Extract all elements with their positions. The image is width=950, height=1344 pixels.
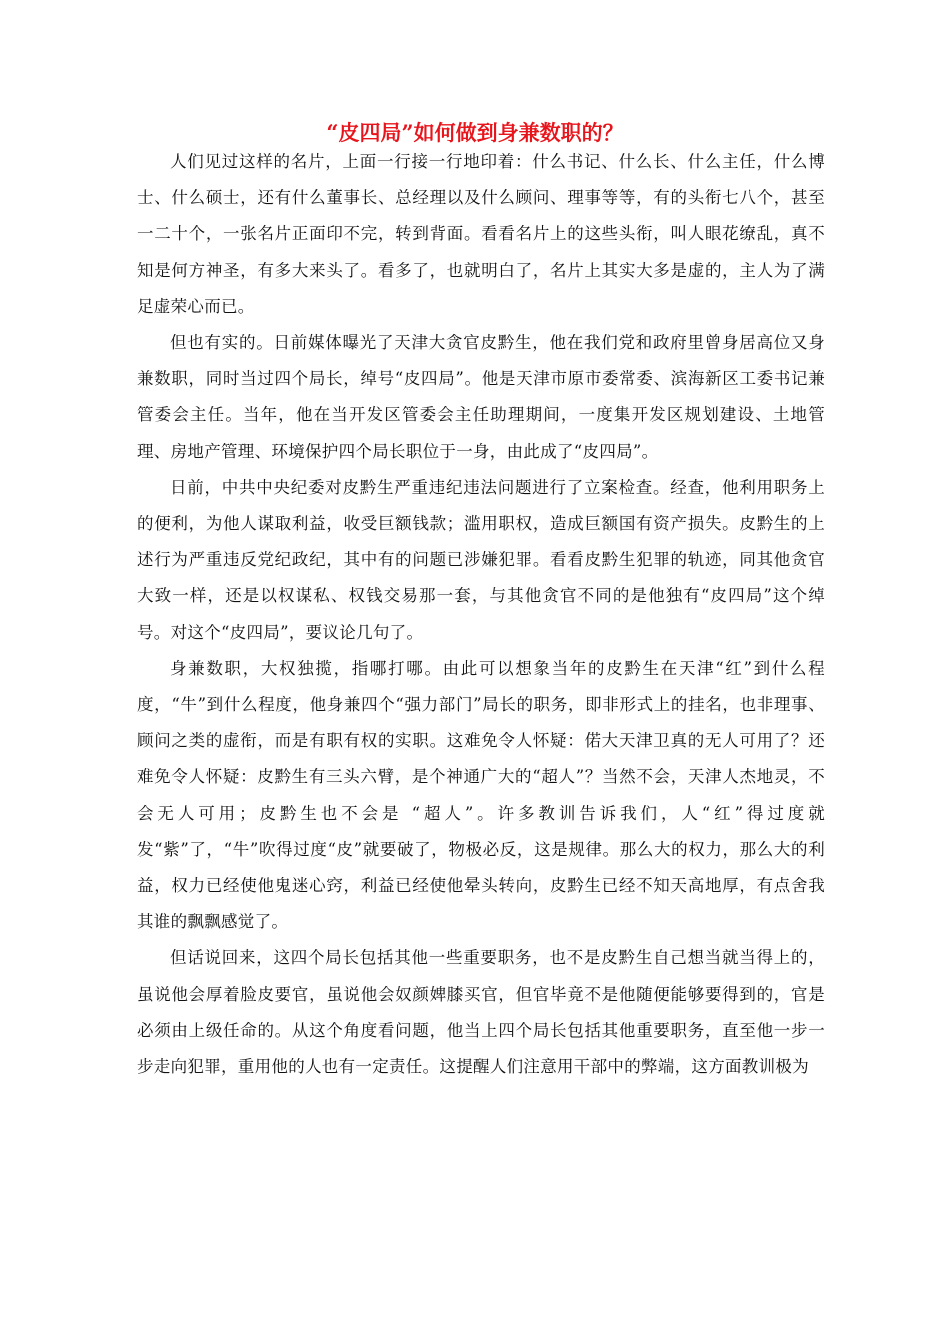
- document-body: [137, 144, 825, 1085]
- document-title: “皮四局”如何做到身兼数职的？: [326, 120, 624, 145]
- paragraph: 人们见过这样的名片，上面一行接一行地印着：什么书记、什么长、什么主任，什么博士、什么硕士，还有什么董事长、总经理以及什么顾问、理事等等，有的头衔七八个，甚至一二十个，一张名片正面印不完，转到背面。看看名片上的这些头衔，叫人眼花缭乱，真不知是何方神圣，有多大来头了。看多了，也就明白了，名片上其实大多是虚的，主人为了满足虚荣心而已。: [137, 152, 825, 316]
- paragraph: 但也有实的。日前媒体曝光了天津大贪官皮黔生，他在我们党和政府里曾身居高位又身兼数职，同时当过四个局长，绰号“皮四局”。他是天津市原市委常委、滨海新区工委书记兼管委会主任。当年，他在当开发区管委会主任助理期间，一度集开发区规划建设、土地管理、房地产管理、环境保护四个局长职位于一身，由此成了“皮四局”。: [137, 333, 825, 461]
- paragraph: 日前，中共中央纪委对皮黔生严重违纪违法问题进行了立案检查。经查，他利用职务上的便利，为他人谋取利益，收受巨额钱款；滥用职权，造成巨额国有资产损失。皮黔生的上述行为严重违反党纪政纪，其中有的问题已涉嫌犯罪。看看皮黔生犯罪的轨迹，同其他贪官大致一样，还是以权谋私、权钱交易那一套，与其他贪官不同的是他独有“皮四局”这个绰号。对这个“皮四局”，要议论几句了。: [137, 477, 825, 642]
- paragraph: 但话说回来，这四个局长包括其他一些重要职务，也不是皮黔生自己想当就当得上的，虽说他会厚着脸皮要官，虽说他会奴颜婢膝买官，但官毕竟不是他随便能够要得到的，官是必须由上级任命的。从这个角度看问题，他当上四个局长包括其他重要职务，直至他一步一步走向犯罪，重用他的人也有一定责任。这提醒人们注意用干部中的弊端，这方面教训极为: [137, 948, 825, 1077]
- paragraph: 身兼数职，大权独揽，指哪打哪。由此可以想象当年的皮黔生在天津“红”到什么程度，“牛”到什么程度，他身兼四个“强力部门”局长的职务，即非形式上的挂名，也非理事、顾问之类的虚衔，而是有职有权的实职。这难免令人怀疑：偌大天津卫真的无人可用了？还难免令人怀疑：皮黔生有三头六臂，是个神通广大的“超人”？当然不会，天津人杰地灵，不会无人可用；皮黔生也不会是 “超人”。许多教训告诉我们，人“红”得过度就发“紫”了，“牛”吹得过度“皮”就要破了，物极必反，这是规律。那么大的权力，那么大的利益，权力已经使他鬼迷心窍，利益已经使他晕头转向，皮黔生已经不知天高地厚，有点舍我其谁的飘飘感觉了。: [137, 658, 825, 932]
